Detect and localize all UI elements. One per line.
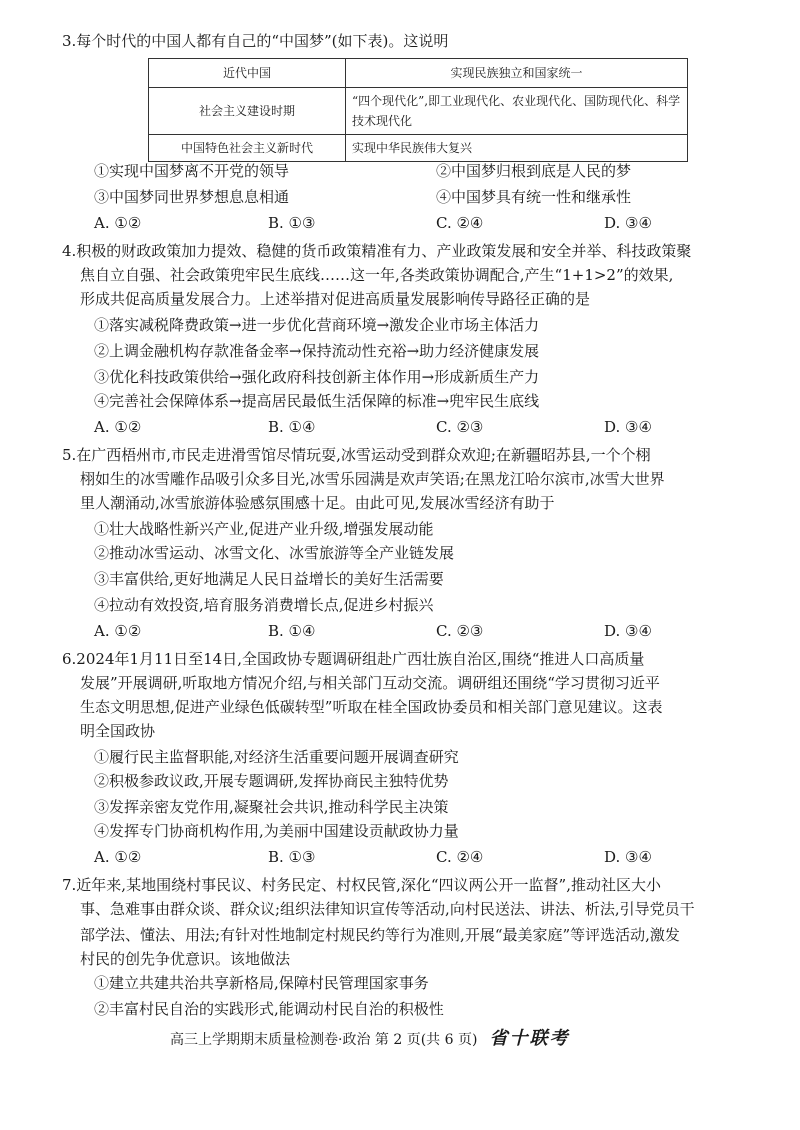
q6-answer-b[interactable]: B. ①③ (268, 848, 316, 866)
q5-option-1: ①壮大战略性新兴产业,促进产业升级,增强发展动能 (94, 520, 434, 538)
table-row (149, 59, 688, 88)
q3-answer-d[interactable]: D. ③④ (604, 214, 652, 232)
q4-stem-line: 形成共促高质量发展合力。上述举措对促进高质量发展影响传导路径正确的是 (80, 290, 591, 308)
q3-option-1: ①实现中国梦离不开党的领导 (94, 162, 290, 180)
q5-option-2: ②推动冰雪运动、冰雪文化、冰雪旅游等全产业链发展 (94, 544, 455, 562)
q3-option-3: ③中国梦同世界梦想息息相通 (94, 188, 290, 206)
q5-option-3: ③丰富供给,更好地满足人民日益增长的美好生活需要 (94, 570, 444, 588)
table-cell-dream: 实现民族独立和国家统一 (346, 59, 688, 88)
q6-stem-line: 6.2024年1月11日至14日,全国政协专题调研组赴广西壮族自治区,围绕“推进人口高质量 (62, 650, 645, 668)
q7-stem-line: 事、急难事由群众谈、群众议;组织法律知识宣传等活动,向村民送法、讲法、析法,引导党员干 (80, 900, 695, 918)
q6-stem-line: 生态文明思想,促进产业绿色低碳转型”听取在桂全国政协委员和相关部门意见建议。这表 (80, 698, 663, 716)
q3-option-2: ②中国梦归根到底是人民的梦 (436, 162, 632, 180)
q6-answer-a[interactable]: A. ①② (94, 848, 142, 866)
q3-answer-a[interactable]: A. ①② (94, 214, 142, 232)
q4-answer-d[interactable]: D. ③④ (604, 418, 652, 436)
q6-option-4: ④发挥专门协商机构作用,为美丽中国建设贡献政协力量 (94, 822, 459, 840)
q5-stem-line: 里人潮涌动,冰雪旅游体验感氛围感十足。由此可见,发展冰雪经济有助于 (80, 494, 555, 512)
q6-option-1: ①履行民主监督职能,对经济生活重要问题开展调查研究 (94, 748, 459, 766)
q6-option-3: ③发挥亲密友党作用,凝聚社会共识,推动科学民主决策 (94, 798, 449, 816)
q7-stem-line: 村民的创先争优意识。该地做法 (80, 950, 291, 968)
q5-option-4: ④拉动有效投资,培育服务消费增长点,促进乡村振兴 (94, 596, 434, 614)
table-cell-era: 社会主义建设时期 (149, 88, 346, 135)
table-cell-era: 近代中国 (149, 59, 346, 88)
table-row (149, 135, 688, 162)
q4-stem-line: 焦自立自强、社会政策兜牢民生底线……这一年,各类政策协调配合,产生“1+1>2”的效果, (80, 266, 674, 284)
brand-logo: 省十联考 (489, 1028, 570, 1049)
q4-option-2: ②上调金融机构存款准备金率→保持流动性充裕→助力经济健康发展 (94, 342, 540, 360)
q5-answer-a[interactable]: A. ①② (94, 622, 142, 640)
table-cell-dream: 实现中华民族伟大复兴 (346, 135, 688, 162)
q4-answer-b[interactable]: B. ①④ (268, 418, 316, 436)
q6-stem-line: 明全国政协 (80, 722, 156, 740)
q4-answer-a[interactable]: A. ①② (94, 418, 142, 436)
q7-option-1: ①建立共建共治共享新格局,保障村民管理国家事务 (94, 974, 429, 992)
q3-answer-b[interactable]: B. ①③ (268, 214, 316, 232)
q5-answer-c[interactable]: C. ②③ (436, 622, 484, 640)
q5-stem-line: 5.在广西梧州市,市民走进滑雪馆尽情玩耍,冰雪运动受到群众欢迎;在新疆昭苏县,一个个栩 (62, 446, 651, 464)
q3-option-4: ④中国梦具有统一性和继承性 (436, 188, 632, 206)
q4-answer-c[interactable]: C. ②③ (436, 418, 484, 436)
q5-answer-b[interactable]: B. ①④ (268, 622, 316, 640)
q5-answer-d[interactable]: D. ③④ (604, 622, 652, 640)
footer-text: 高三上学期期末质量检测卷·政治 第 2 页(共 6 页) (170, 1032, 478, 1048)
q4-option-1: ①落实减税降费政策→进一步优化营商环境→激发企业市场主体活力 (94, 316, 540, 334)
q4-option-3: ③优化科技政策供给→强化政府科技创新主体作用→形成新质生产力 (94, 368, 540, 386)
q5-stem-line: 栩如生的冰雪雕作品吸引众多目光,冰雪乐园满是欢声笑语;在黑龙江哈尔滨市,冰雪大世界 (80, 470, 665, 488)
q3-answer-c[interactable]: C. ②④ (436, 214, 484, 232)
q6-stem-line: 发展”开展调研,听取地方情况介绍,与相关部门互动交流。调研组还围绕“学习贯彻习近平 (80, 674, 660, 692)
dream-table (148, 58, 688, 162)
table-cell-era: 中国特色社会主义新时代 (149, 135, 346, 162)
q7-stem-line: 7.近年来,某地围绕村事民议、村务民定、村权民管,深化“四议两公开一监督”,推动社区大小 (62, 876, 661, 894)
q6-answer-d[interactable]: D. ③④ (604, 848, 652, 866)
q6-answer-c[interactable]: C. ②④ (436, 848, 484, 866)
q4-option-4: ④完善社会保障体系→提高居民最低生活保障的标准→兜牢民生底线 (94, 392, 540, 410)
q4-stem-line: 4.积极的财政政策加力提效、稳健的货币政策精准有力、产业政策发展和安全并举、科技政策聚 (62, 242, 692, 260)
table-row (149, 88, 688, 135)
q3-stem: 3.每个时代的中国人都有自己的“中国梦”(如下表)。这说明 (62, 32, 449, 50)
q7-stem-line: 部学法、懂法、用法;有针对性地制定村规民约等行为准则,开展“最美家庭”等评选活动,激发 (80, 926, 680, 944)
q7-option-2: ②丰富村民自治的实践形式,能调动村民自治的积极性 (94, 1000, 444, 1018)
table-cell-dream: “四个现代化”,即工业现代化、农业现代化、国防现代化、科学技术现代化 (346, 88, 688, 135)
page-footer (170, 1024, 569, 1050)
q6-option-2: ②积极参政议政,开展专题调研,发挥协商民主独特优势 (94, 772, 449, 790)
